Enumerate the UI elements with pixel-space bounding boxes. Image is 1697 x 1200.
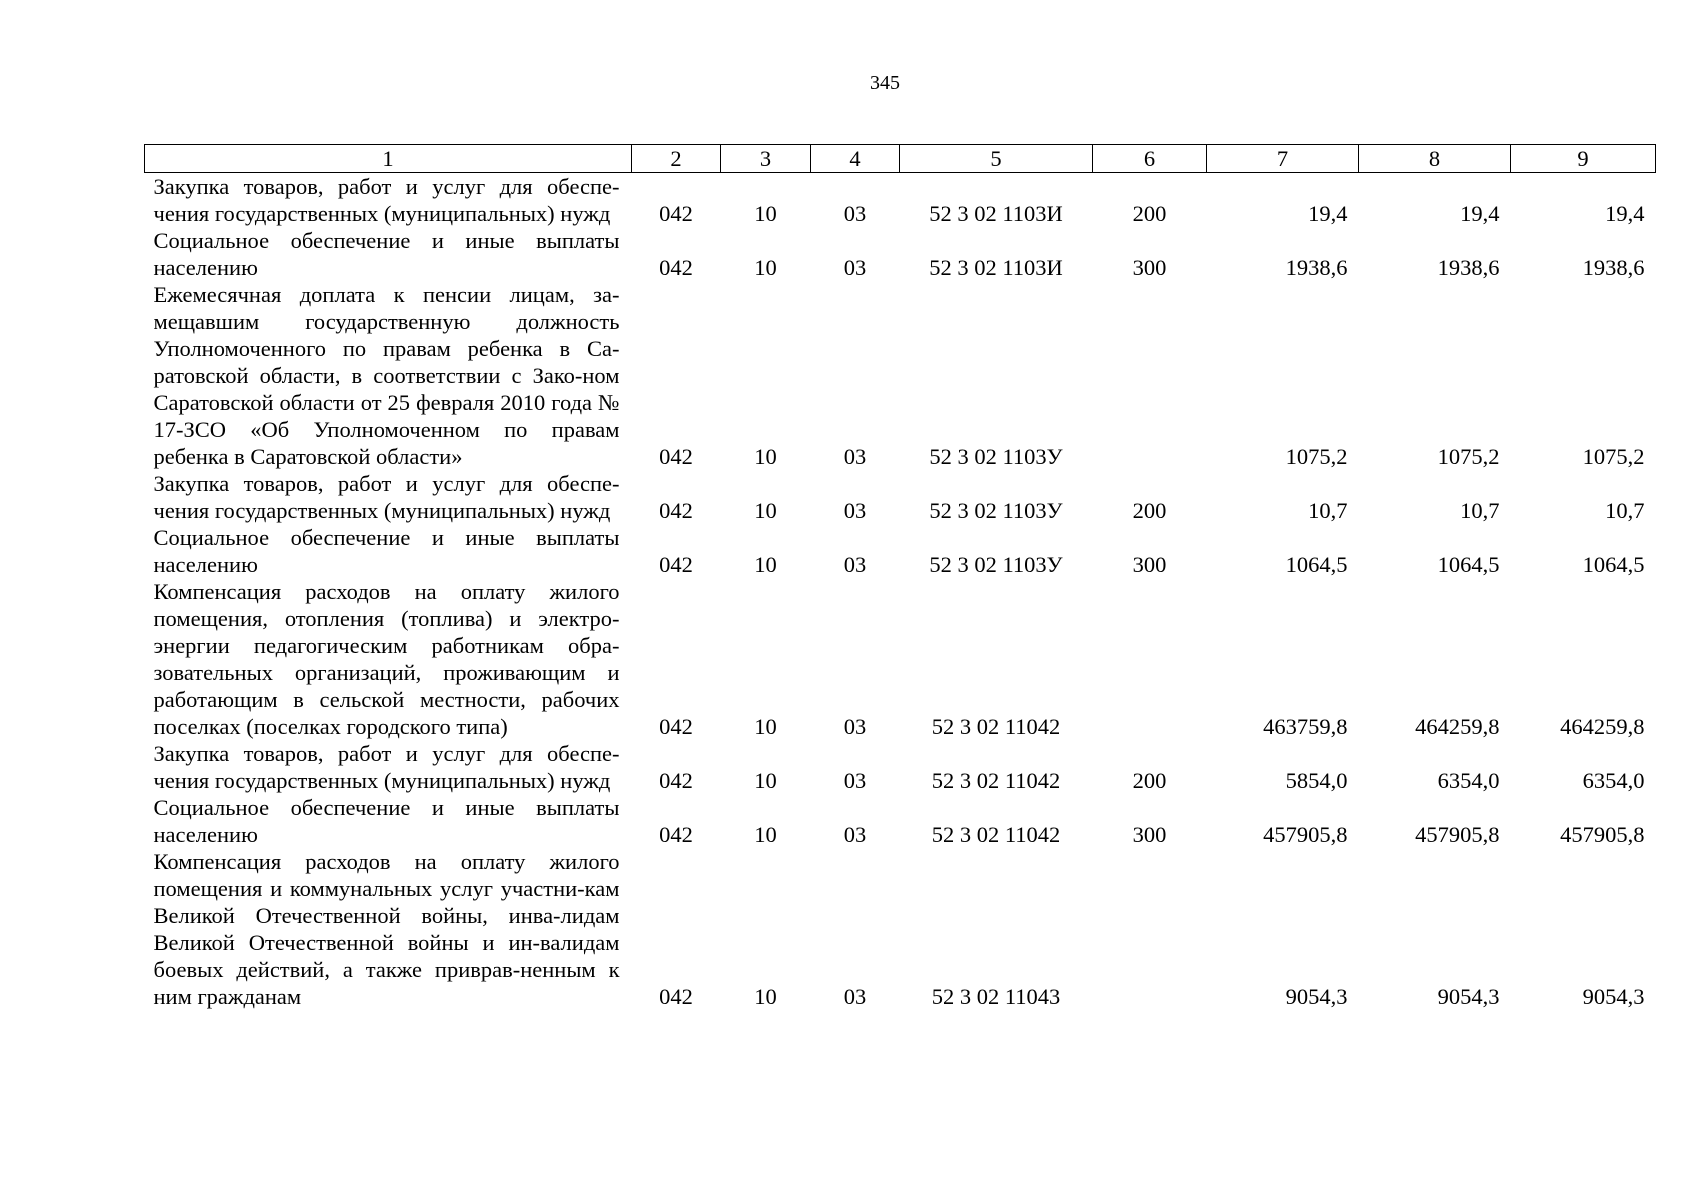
row-amount-col-7: 457905,8 — [1263, 822, 1348, 847]
row-expense-type — [1093, 281, 1207, 470]
row-target-article: 52 3 02 11042 — [931, 768, 1061, 793]
table-row — [145, 794, 1656, 848]
row-target-article: 52 3 02 11042 — [931, 714, 1061, 739]
table-row — [145, 524, 1656, 578]
table-row — [145, 848, 1656, 1010]
row-amount-col-7: 463759,8 — [1263, 714, 1348, 739]
row-amount-col-7: 5854,0 — [1285, 768, 1348, 793]
row-amount-col-7: 9054,3 — [1285, 984, 1348, 1009]
row-section-code: 10 — [754, 768, 777, 793]
row-subsection-code: 03 — [843, 201, 867, 226]
row-amount-col-9: 19,4 — [1605, 201, 1645, 226]
row-name: Закупка товаров, работ и услуг для обеспе-чения государственных (муниципальных) нужд — [153, 741, 620, 793]
row-section-code: 10 — [754, 201, 777, 226]
header-col-8: 8 — [1359, 145, 1511, 173]
row-ministry-code: 042 — [659, 768, 693, 793]
header-col-4: 4 — [811, 145, 900, 173]
header-col-2: 2 — [632, 145, 721, 173]
table-body — [145, 173, 1656, 1011]
row-amount-col-8: 1075,2 — [1437, 444, 1500, 469]
row-amount-col-9: 464259,8 — [1560, 714, 1645, 739]
row-amount-col-8: 1938,6 — [1437, 255, 1500, 280]
table-row — [145, 578, 1656, 740]
row-expense-type — [1093, 848, 1207, 1010]
row-amount-col-9: 457905,8 — [1560, 822, 1645, 847]
row-amount-col-9: 6354,0 — [1582, 768, 1645, 793]
row-expense-type: 200 — [1132, 498, 1167, 523]
budget-table — [144, 144, 1656, 1010]
page-number: 345 — [870, 72, 900, 94]
row-section-code: 10 — [754, 255, 777, 280]
row-name: Компенсация расходов на оплату жилого помещения, отопления (топлива) и электро-энергии педагогическим работникам обра-зовательных организаций, проживающим и работающим в сельской местности, рабочих поселках (поселках городского типа) — [153, 579, 620, 739]
table-row — [145, 740, 1656, 794]
table-header — [145, 145, 1656, 173]
row-name: Социальное обеспечение и иные выплаты населению — [153, 795, 620, 847]
row-amount-col-8: 9054,3 — [1437, 984, 1500, 1009]
row-ministry-code: 042 — [659, 714, 693, 739]
row-section-code: 10 — [754, 984, 777, 1009]
row-amount-col-7: 10,7 — [1308, 498, 1348, 523]
row-expense-type: 200 — [1132, 201, 1167, 226]
row-subsection-code: 03 — [843, 768, 867, 793]
row-ministry-code: 042 — [659, 498, 693, 523]
row-ministry-code: 042 — [659, 552, 693, 577]
row-amount-col-9: 1064,5 — [1582, 552, 1645, 577]
row-ministry-code: 042 — [659, 255, 693, 280]
header-col-7: 7 — [1207, 145, 1359, 173]
row-subsection-code: 03 — [843, 498, 867, 523]
row-target-article: 52 3 02 1103И — [929, 255, 1063, 280]
row-section-code: 10 — [754, 498, 777, 523]
row-amount-col-8: 19,4 — [1460, 201, 1500, 226]
row-section-code: 10 — [754, 822, 777, 847]
table-row — [145, 281, 1656, 470]
row-amount-col-7: 1075,2 — [1285, 444, 1348, 469]
row-expense-type — [1093, 578, 1207, 740]
header-row — [145, 145, 1656, 173]
row-target-article: 52 3 02 1103И — [929, 201, 1063, 226]
row-target-article: 52 3 02 1103У — [929, 552, 1063, 577]
row-amount-col-7: 19,4 — [1308, 201, 1348, 226]
row-section-code: 10 — [754, 552, 777, 577]
row-expense-type: 300 — [1132, 552, 1167, 577]
row-amount-col-9: 10,7 — [1605, 498, 1645, 523]
row-amount-col-9: 9054,3 — [1582, 984, 1645, 1009]
row-section-code: 10 — [754, 444, 777, 469]
row-target-article: 52 3 02 11042 — [931, 822, 1061, 847]
row-name: Компенсация расходов на оплату жилого помещения и коммунальных услуг участни-кам Великой Отечественной войны, инва-лидам Великой Отечественной войны и ин-валидам боевых действий, а также приврав-ненным к ним гражданам — [153, 849, 620, 1009]
row-section-code: 10 — [754, 714, 777, 739]
header-col-5: 5 — [900, 145, 1093, 173]
row-target-article: 52 3 02 1103У — [929, 498, 1063, 523]
row-amount-col-8: 1064,5 — [1437, 552, 1500, 577]
row-amount-col-8: 6354,0 — [1437, 768, 1500, 793]
row-ministry-code: 042 — [659, 984, 693, 1009]
table-row — [145, 173, 1656, 228]
header-col-3: 3 — [721, 145, 811, 173]
row-ministry-code: 042 — [659, 822, 693, 847]
row-amount-col-9: 1075,2 — [1582, 444, 1645, 469]
row-subsection-code: 03 — [843, 552, 867, 577]
row-name: Закупка товаров, работ и услуг для обеспе-чения государственных (муниципальных) нужд — [153, 174, 620, 226]
row-amount-col-7: 1064,5 — [1285, 552, 1348, 577]
row-name: Социальное обеспечение и иные выплаты населению — [153, 228, 620, 280]
row-amount-col-8: 457905,8 — [1415, 822, 1500, 847]
row-expense-type: 300 — [1132, 822, 1167, 847]
row-expense-type: 300 — [1132, 255, 1167, 280]
row-amount-col-9: 1938,6 — [1582, 255, 1645, 280]
row-expense-type: 200 — [1132, 768, 1167, 793]
header-col-1: 1 — [145, 145, 632, 173]
row-amount-col-7: 1938,6 — [1285, 255, 1348, 280]
row-subsection-code: 03 — [843, 822, 867, 847]
row-amount-col-8: 464259,8 — [1415, 714, 1500, 739]
table-row — [145, 227, 1656, 281]
row-ministry-code: 042 — [659, 201, 693, 226]
row-subsection-code: 03 — [843, 444, 867, 469]
row-name: Ежемесячная доплата к пенсии лицам, за-мещавшим государственную должность Уполномоченного по правам ребенка в Са-ратовской области, в соответствии с Зако-ном Саратовской области от 25 февраля 2010 года № 17-ЗСО «Об Уполномоченном по правам ребенка в Саратовской области» — [153, 282, 620, 469]
header-col-9: 9 — [1511, 145, 1656, 173]
row-target-article: 52 3 02 11043 — [931, 984, 1061, 1009]
row-ministry-code: 042 — [659, 444, 693, 469]
row-name: Социальное обеспечение и иные выплаты населению — [153, 525, 620, 577]
row-subsection-code: 03 — [843, 255, 867, 280]
table-row — [145, 470, 1656, 524]
header-col-6: 6 — [1093, 145, 1207, 173]
row-subsection-code: 03 — [843, 984, 867, 1009]
row-name: Закупка товаров, работ и услуг для обеспе-чения государственных (муниципальных) нужд — [153, 471, 620, 523]
row-subsection-code: 03 — [843, 714, 867, 739]
row-amount-col-8: 10,7 — [1460, 498, 1500, 523]
row-target-article: 52 3 02 1103У — [929, 444, 1063, 469]
